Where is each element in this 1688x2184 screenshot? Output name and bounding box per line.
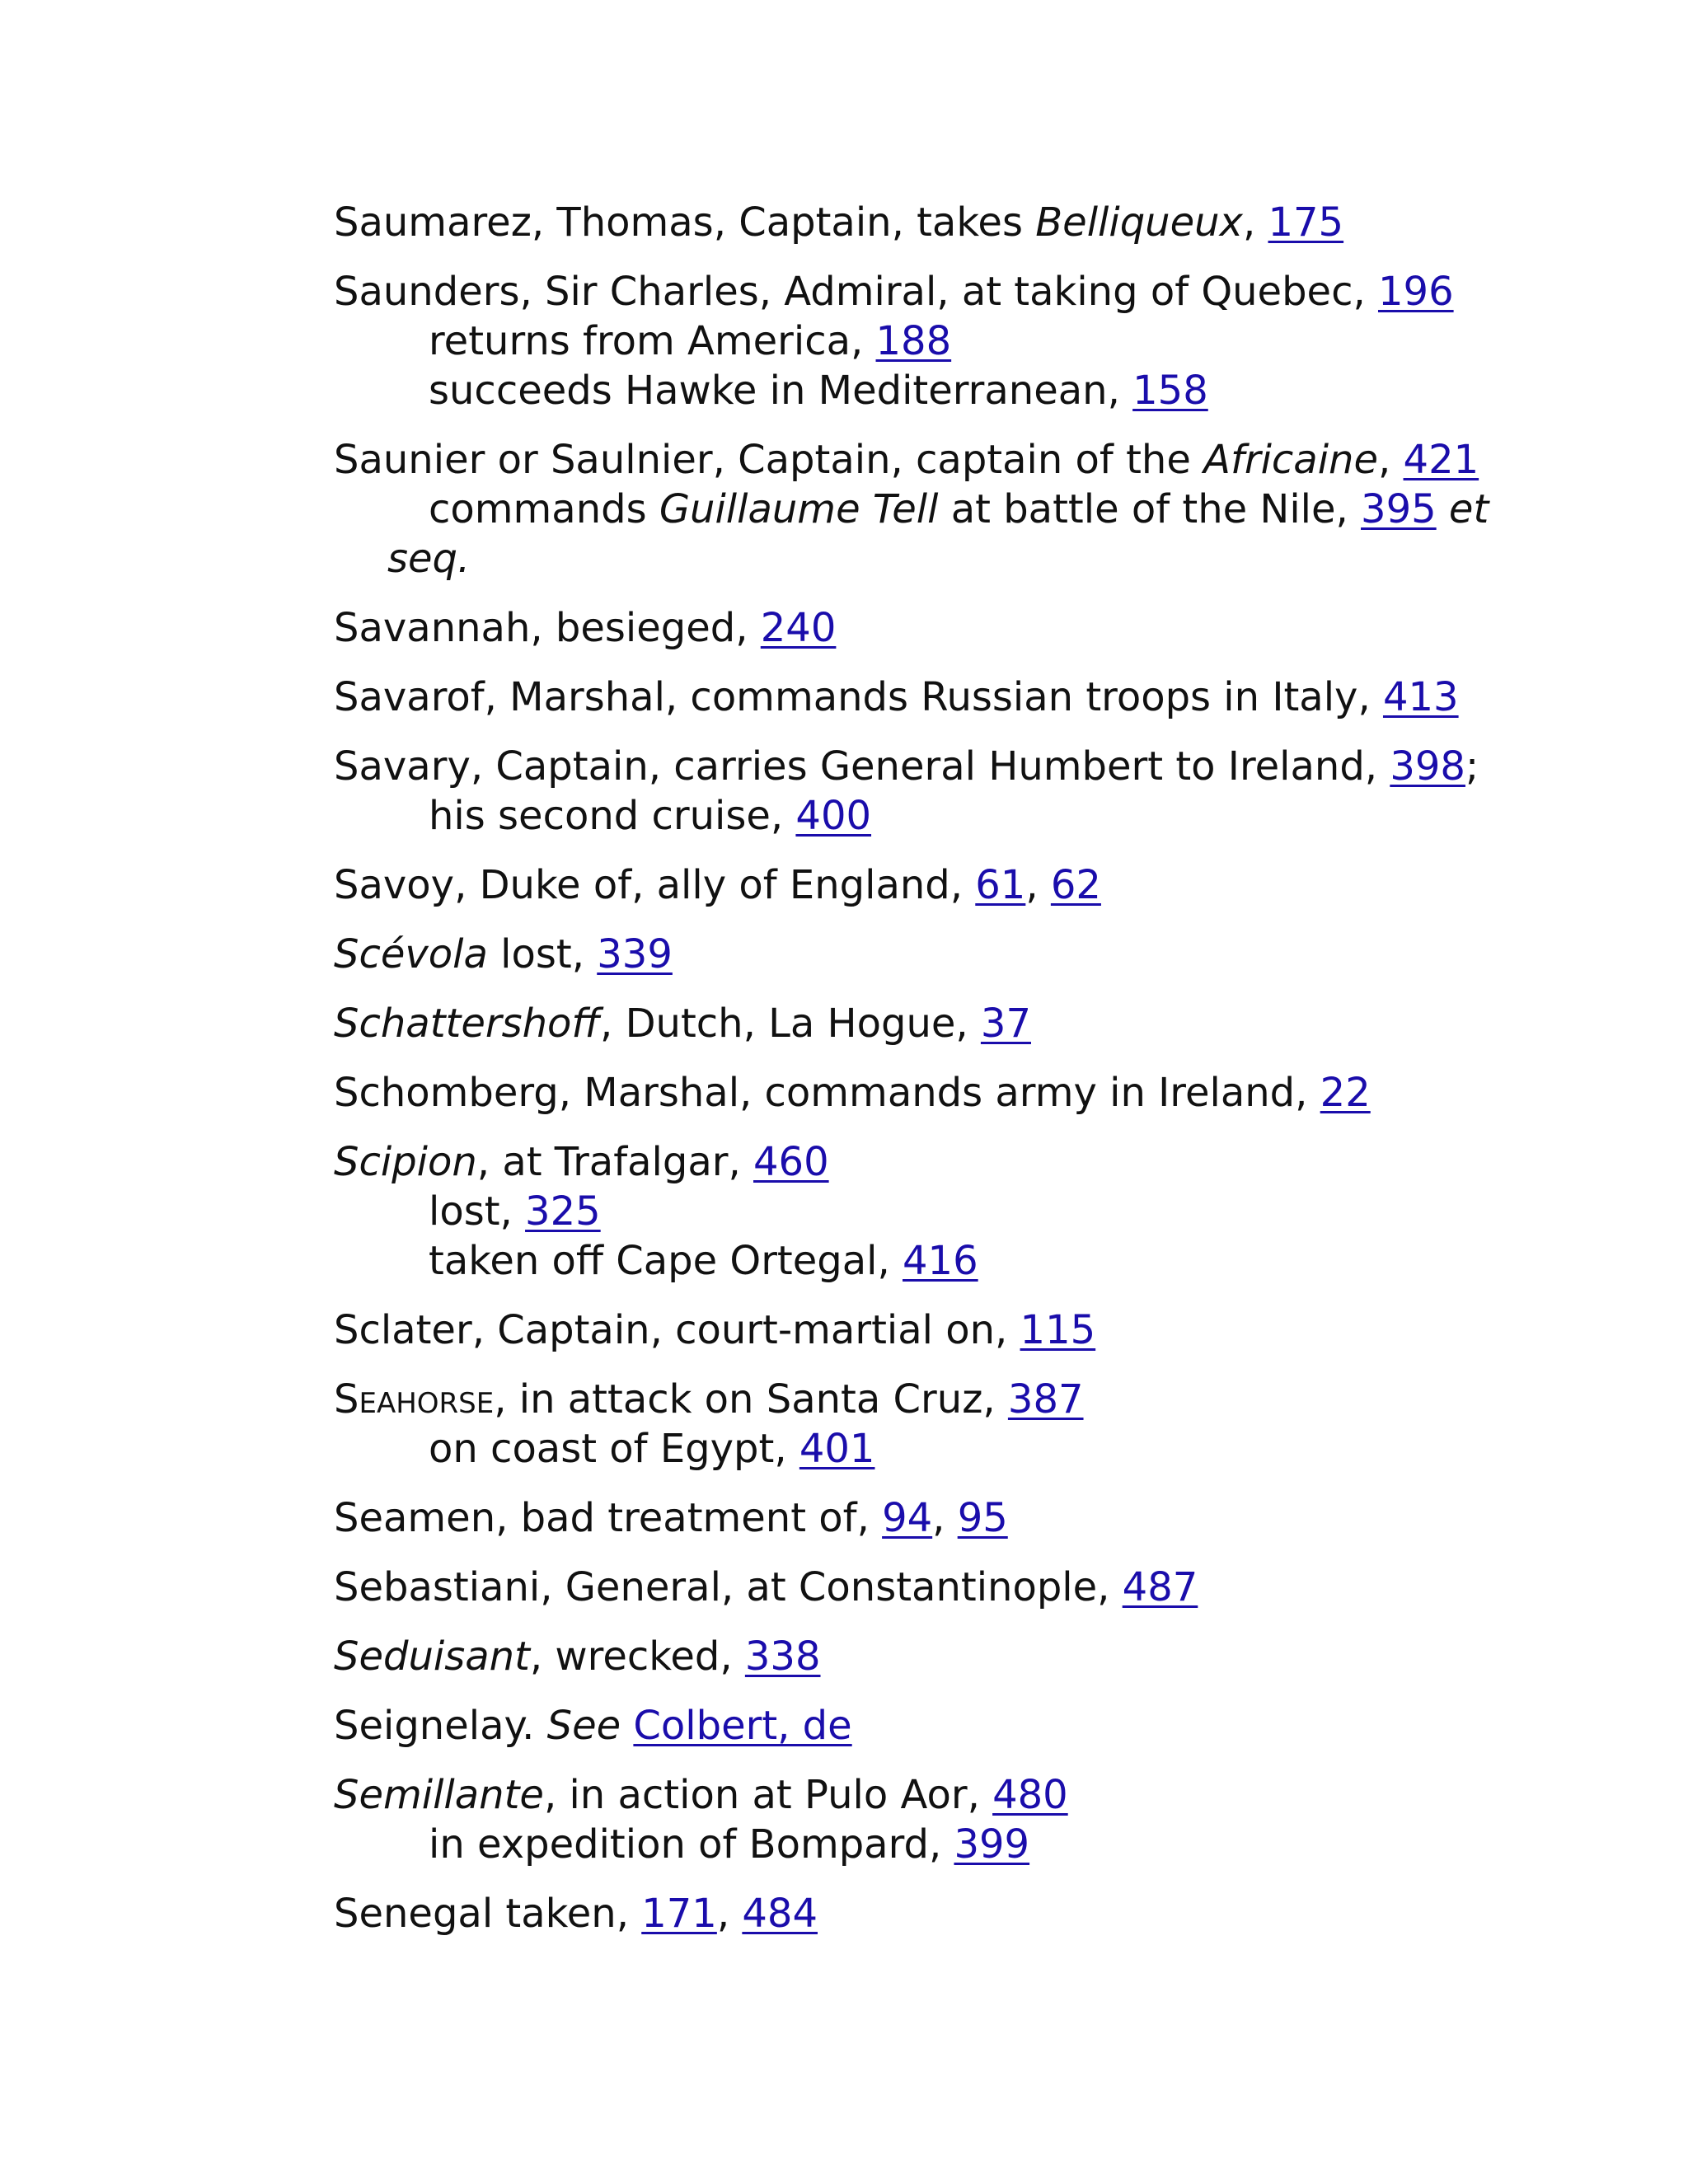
entry-text: , — [932, 1495, 958, 1541]
page-ref-link[interactable]: 399 — [954, 1821, 1030, 1868]
index-entry-saunier — [334, 435, 1489, 583]
entry-text: , wrecked, — [529, 1633, 745, 1680]
index-entry-heading — [334, 267, 1454, 316]
index-subentry — [334, 534, 1438, 583]
index-subentry — [334, 1820, 1438, 1869]
index-entry-sebastiani — [334, 1563, 1438, 1612]
index-entry-schomberg — [334, 1068, 1438, 1118]
entry-text: in expedition of Bompard, — [429, 1821, 954, 1868]
entry-text: Saumarez, Thomas, Captain, takes — [334, 199, 1036, 246]
index-subentry — [334, 1236, 1438, 1286]
italic-text: Seduisant — [334, 1633, 530, 1680]
index-entry-heading — [334, 742, 1479, 791]
index-subentry — [334, 366, 1438, 415]
page-ref-link[interactable]: Colbert, de — [633, 1703, 852, 1749]
index-entry-heading — [334, 999, 1438, 1048]
entry-text: Savary, Captain, carries General Humbert to Ireland, — [334, 743, 1390, 790]
italic-text: et — [1448, 486, 1489, 532]
page-ref-link[interactable]: 325 — [525, 1188, 601, 1235]
page-ref-link[interactable]: 37 — [980, 1001, 1031, 1047]
page-ref-link[interactable]: 416 — [903, 1238, 978, 1284]
page-ref-link[interactable]: 22 — [1320, 1070, 1371, 1116]
index-entry-heading — [334, 673, 1459, 722]
index-entry-heading — [334, 930, 1438, 979]
small-caps-text: Seahorse — [334, 1376, 495, 1422]
index-entry-seamen — [334, 1493, 1438, 1543]
index-entry-savoy — [334, 860, 1438, 910]
index-entry-schattershoff — [334, 999, 1438, 1048]
entry-text: Sebastiani, General, at Constantinople, — [334, 1564, 1123, 1610]
index-subentry — [334, 791, 1438, 841]
entry-text: returns from America, — [429, 318, 876, 364]
italic-text: See — [546, 1703, 621, 1749]
index-entry-sclater — [334, 1305, 1438, 1355]
page-ref-link[interactable]: 94 — [882, 1495, 933, 1541]
entry-text: , in action at Pulo Aor, — [543, 1772, 993, 1818]
entry-text: Saunier or Saulnier, Captain, captain of the — [334, 437, 1204, 483]
entry-text: Savannah, besieged, — [334, 605, 761, 651]
entry-text: on coast of Egypt, — [429, 1426, 799, 1472]
page-ref-link[interactable]: 421 — [1403, 437, 1479, 483]
entry-text: Saunders, Sir Charles, Admiral, at taking of Quebec, — [334, 269, 1378, 315]
index-entry-heading — [334, 860, 1438, 910]
page-ref-link[interactable]: 62 — [1050, 862, 1101, 908]
page-ref-link[interactable]: 413 — [1382, 674, 1459, 720]
index-subentry — [334, 316, 1438, 366]
index-entry-semillante — [334, 1770, 1438, 1869]
index-entry-heading — [334, 1770, 1438, 1820]
index-subentry — [334, 485, 1489, 534]
entry-text: , in attack on Santa Cruz, — [494, 1376, 1008, 1422]
page-ref-link[interactable]: 487 — [1122, 1564, 1198, 1610]
index-entry-savannah — [334, 603, 1438, 653]
page-ref-link[interactable]: 460 — [753, 1139, 829, 1185]
page-ref-link[interactable]: 401 — [799, 1426, 875, 1472]
index-entry-saunders — [334, 267, 1454, 415]
italic-text: Schattershoff — [334, 1001, 601, 1047]
index-entry-heading — [334, 1068, 1438, 1118]
italic-text: seq. — [387, 536, 471, 582]
index-entry-heading — [334, 1375, 1438, 1424]
index-page — [334, 198, 1489, 1958]
index-entry-saumarez — [334, 198, 1438, 247]
page-ref-link[interactable]: 196 — [1377, 269, 1454, 315]
page-ref-link[interactable]: 61 — [975, 862, 1026, 908]
index-entry-heading — [334, 1632, 1438, 1681]
page-ref-link[interactable]: 395 — [1361, 486, 1437, 532]
entry-text: commands — [429, 486, 659, 532]
index-entry-heading — [334, 1563, 1438, 1612]
entry-text: his second cruise, — [429, 793, 796, 839]
index-entry-seduisant — [334, 1632, 1438, 1681]
index-entry-savarof — [334, 673, 1459, 722]
index-entry-heading — [334, 1889, 1438, 1938]
entry-text: Schomberg, Marshal, commands army in Ireland, — [334, 1070, 1320, 1116]
index-entry-heading — [334, 198, 1438, 247]
entry-text: , — [1025, 862, 1051, 908]
entry-text: , — [1378, 437, 1404, 483]
index-entry-heading — [334, 1305, 1438, 1355]
entry-text — [621, 1703, 633, 1749]
entry-text: ; — [1465, 743, 1479, 790]
page-ref-link[interactable]: 480 — [992, 1772, 1068, 1818]
index-entry-scipion — [334, 1137, 1438, 1286]
page-ref-link[interactable]: 188 — [875, 318, 952, 364]
entry-text — [1437, 486, 1449, 532]
entry-text: succeeds Hawke in Mediterranean, — [429, 368, 1133, 414]
entry-text: taken off Cape Ortegal, — [429, 1238, 903, 1284]
page-ref-link[interactable]: 398 — [1390, 743, 1465, 790]
page-ref-link[interactable]: 240 — [760, 605, 837, 651]
page-ref-link[interactable]: 171 — [641, 1891, 717, 1937]
page-ref-link[interactable]: 400 — [795, 793, 872, 839]
entry-text: , — [1242, 199, 1268, 246]
italic-text: Guillaume Tell — [659, 486, 939, 532]
page-ref-link[interactable]: 484 — [742, 1891, 818, 1937]
entry-text: , Dutch, La Hogue, — [600, 1001, 981, 1047]
index-entry-seahorse — [334, 1375, 1438, 1474]
italic-text: Belliqueux — [1035, 199, 1243, 246]
page-ref-link[interactable]: 338 — [744, 1633, 821, 1680]
italic-text: Semillante — [334, 1772, 544, 1818]
page-ref-link[interactable]: 387 — [1007, 1376, 1084, 1422]
index-entry-heading — [334, 435, 1479, 485]
page-ref-link[interactable]: 175 — [1268, 199, 1344, 246]
index-subentry — [334, 1187, 1438, 1236]
entry-text: lost, — [487, 931, 598, 977]
italic-text: Africaine — [1203, 437, 1379, 483]
index-entry-senegal — [334, 1889, 1438, 1938]
italic-text: Scévola — [334, 931, 488, 977]
index-entry-scevola — [334, 930, 1438, 979]
page-ref-link[interactable]: 339 — [597, 931, 673, 977]
entry-text: Seignelay. — [334, 1703, 547, 1749]
index-entry-heading — [334, 1493, 1438, 1543]
page-ref-link[interactable]: 158 — [1132, 368, 1208, 414]
index-entry-heading — [334, 1137, 1438, 1187]
entry-text: , — [716, 1891, 743, 1937]
entry-text: Seamen, bad treatment of, — [334, 1495, 883, 1541]
page-ref-link[interactable]: 95 — [957, 1495, 1008, 1541]
index-entry-heading — [334, 603, 1438, 653]
entry-text: lost, — [429, 1188, 526, 1235]
italic-text: Scipion — [334, 1139, 477, 1185]
index-entry-seignelay — [334, 1701, 1438, 1750]
entry-text: Sclater, Captain, court-martial on, — [334, 1307, 1020, 1353]
entry-text: Senegal taken, — [334, 1891, 642, 1937]
entry-text: Savoy, Duke of, ally of England, — [334, 862, 976, 908]
index-entry-savary — [334, 742, 1479, 841]
index-entry-heading — [334, 1701, 1438, 1750]
entry-text: , at Trafalgar, — [476, 1139, 753, 1185]
entry-text: at battle of the Nile, — [938, 486, 1362, 532]
entry-text: Savarof, Marshal, commands Russian troops in Italy, — [334, 674, 1383, 720]
index-subentry — [334, 1424, 1438, 1474]
page-ref-link[interactable]: 115 — [1020, 1307, 1096, 1353]
